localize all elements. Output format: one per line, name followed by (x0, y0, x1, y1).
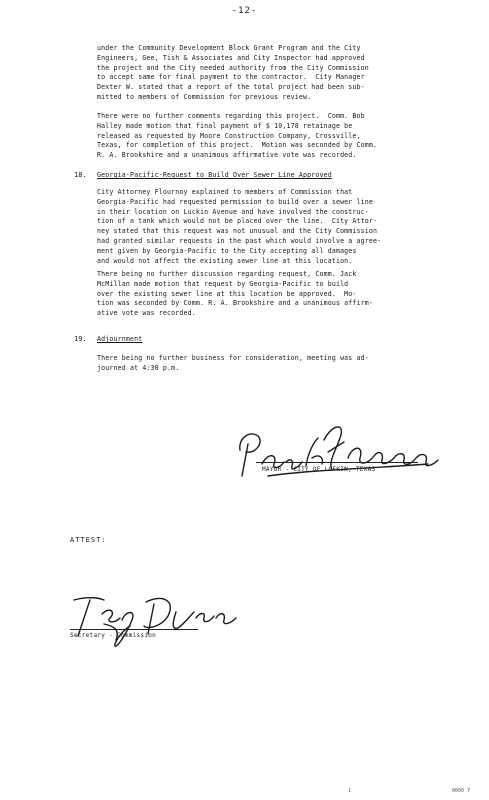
item-18-paragraph-2: There being no further discussion regarding request, Comm. Jack McMillan made motion that request by Georgia-Pacific to build over the existing sewer line at this location be approved. Mo- tion was seconded by Comm. R. A. Brookshire and a unanimous affirm- ative vote was recorded. (97, 270, 374, 318)
secretary-caption: Secretary - Commission (70, 632, 157, 639)
page-number: -12- (231, 6, 258, 16)
footer-right-mark: 0000 7 (452, 788, 471, 794)
mayor-caption: MAYOR - CITY OF LUFKIN, TEXAS (262, 466, 376, 473)
attest-label: ATTEST: (70, 536, 107, 544)
secretary-signature-line (70, 629, 198, 630)
continued-paragraph: under the Community Development Block Grant Program and the City Engineers, Gee, Tish & Associates and City Inspector had approved the project and the City needed authority from the City Commission to accept same for final payment to the contractor. City Manager Dexter W. stated that a report of the total project had been sub- mitted to members of Commission for previous review. (97, 44, 369, 101)
item-18-number: 18. (74, 171, 87, 179)
mayor-signature (228, 418, 448, 498)
item-18-heading: Georgia-Pacific-Request to Build Over Sewer Line Approved (97, 171, 332, 179)
item-18-paragraph-1: City Attorney Flournoy explained to members of Commission that Georgia-Pacific had requested permission to build over a sewer line in their location on Luckin Avenue and have involved the construc- tion of a tank which would not be placed over the line. City Attor- ney stated that this request was not unusual and the City Commission had granted similar requests in the past which would involve a agree- ment given by Georgia-Pacific to the City accepting all damages and would not affect the existing sewer line at this location. (97, 188, 382, 265)
footer-left-mark: 1 (348, 788, 352, 794)
final-payment-paragraph: There were no further comments regarding this project. Comm. Bob Halley made motion that final payment of $ 10,178 retainage be released as requested by Moore Construction Company, Crossville, Texas, for completion of this project. Motion was seconded by Comm. R. A. Brookshire and a unanimous affirmative vote was recorded. (97, 112, 378, 160)
item-19-paragraph: There being no further business for consideration, meeting was ad- journed at 4:30 p.m. (97, 354, 369, 372)
item-19-number: 19. (74, 335, 87, 343)
mayor-signature-line (256, 462, 418, 463)
secretary-signature (64, 590, 244, 650)
item-19-heading: Adjournment (97, 335, 143, 343)
